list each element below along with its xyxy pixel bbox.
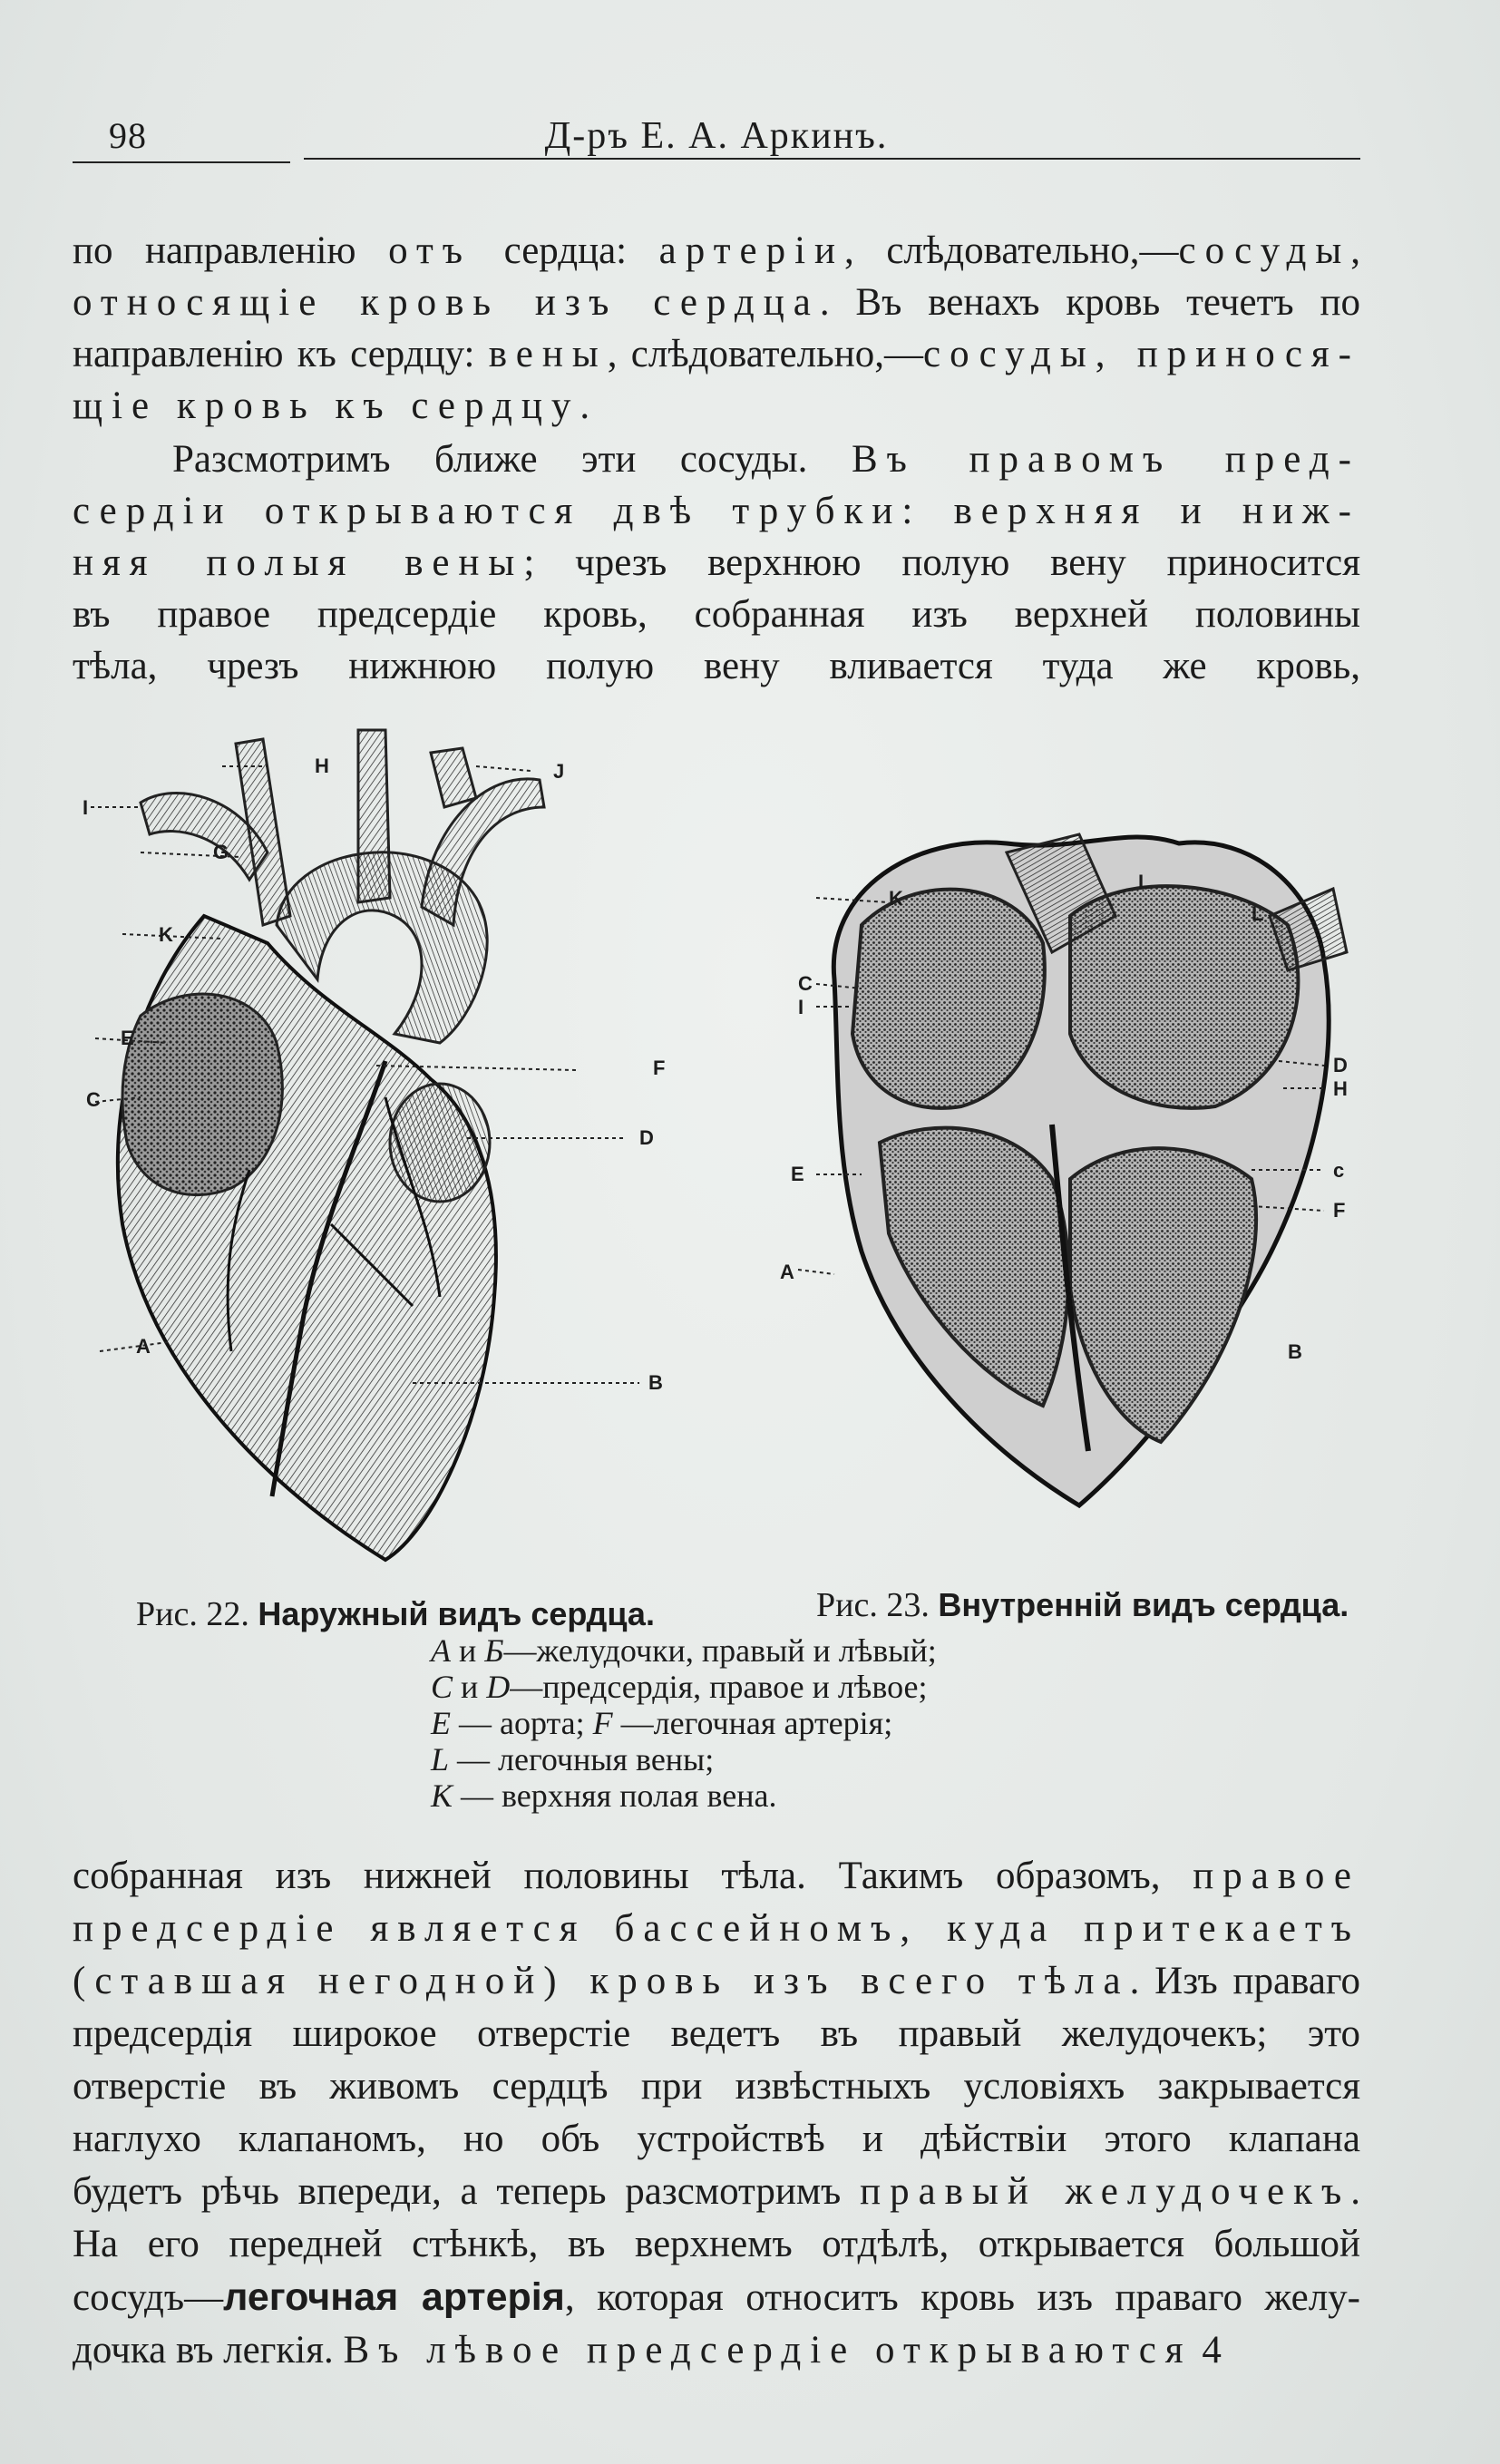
header-rule-right (304, 158, 1360, 160)
label-d: D (639, 1126, 654, 1149)
text-line: по направленію отъ сердца: артеріи, слѣдовательно,—сосуды, (73, 229, 1360, 272)
text-line: будетъ рѣчь впереди, а теперь разсмотримъ правый желудочекъ. (73, 2170, 1360, 2213)
label-b: B (1288, 1340, 1302, 1363)
label-d: D (1333, 1054, 1348, 1076)
label-g: G (213, 841, 229, 863)
running-head-author: Д-ръ Е. А. Аркинъ. (544, 115, 889, 157)
label-a: A (136, 1335, 151, 1358)
text-line: сердіи открываются двѣ трубки: верхняя и ниж- (73, 490, 1360, 532)
label-h: H (1333, 1077, 1348, 1100)
text-line: няя полыя вены; чрезъ верхнюю полую вену приносится (73, 541, 1360, 584)
figure-22-caption: Рис. 22. Наружный видъ сердца. (136, 1595, 655, 1633)
text-line: тѣла, чрезъ нижнюю полую вену вливается туда же кровь, (73, 645, 1360, 687)
text-line: отверстіе въ живомъ сердцѣ при извѣстныхъ условіяхъ закрывается (73, 2065, 1360, 2108)
text-line: предсердіе является бассейномъ, куда притекаетъ (73, 1907, 1360, 1950)
label-j: J (553, 760, 565, 783)
text-line: щіе кровь къ сердцу. (73, 385, 590, 427)
label-f: F (653, 1057, 666, 1079)
paragraph-vena-cava (73, 433, 1360, 692)
label-c-lower: c (1333, 1159, 1345, 1182)
legend-line: K — верхняя полая вена. (431, 1777, 777, 1814)
text-line: относящіе кровь изъ сердца. Въ венахъ кровь течетъ по (73, 281, 1360, 324)
text-line: предсердія широкое отверстіе ведетъ въ правый желудочекъ; это (73, 2012, 1360, 2055)
page-number: 98 (109, 115, 147, 156)
legend-line: E — аорта; F —легочная артерія; (431, 1705, 893, 1741)
label-e: E (791, 1163, 804, 1185)
label-k: K (889, 887, 903, 910)
legend-line: C и D—предсердія, правое и лѣвое; (431, 1669, 928, 1705)
legend-line: L — легочныя вены; (431, 1741, 715, 1777)
text-line: наглухо клапаномъ, но объ устройствѣ и дѣйствіи этого клапана (73, 2118, 1360, 2160)
label-c: C (798, 972, 813, 995)
page-header (73, 107, 1360, 163)
text-line: собранная изъ нижней половины тѣла. Такимъ образомъ, правое (73, 1855, 1360, 1897)
header-rule-left (73, 161, 290, 163)
label-e: E (121, 1027, 134, 1049)
label-b: B (648, 1371, 663, 1394)
label-l: L (1138, 871, 1151, 893)
text-line: въ правое предсердіе кровь, собранная изъ верхней половины (73, 593, 1360, 636)
label-c: C (86, 1088, 101, 1111)
figure-legend (431, 1632, 1066, 1814)
label-i: I (83, 796, 89, 819)
paragraph-right-heart (73, 1850, 1360, 2377)
text-line: (ставшая негодной) кровь изъ всего тѣла. Изъ праваго (73, 1960, 1360, 2002)
label-f: F (1333, 1199, 1346, 1222)
label-i: I (798, 996, 804, 1018)
text-line: дочка въ легкія. Въ лѣвое предсердіе открываются 4 (73, 2329, 1222, 2371)
label-k: K (159, 923, 173, 946)
text-line: сосудъ—легочная артерія, которая относитъ кровь изъ праваго желу- (73, 2275, 1361, 2319)
label-l-2: L (1252, 902, 1264, 925)
text-line: Разсмотримъ ближе эти сосуды. Въ правомъ пред- (172, 438, 1360, 481)
text-line: На его передней стѣнкѣ, въ верхнемъ отдѣлѣ, открывается большой (73, 2223, 1360, 2265)
label-h: H (315, 755, 329, 777)
text-line: направленію къ сердцу: вены, слѣдовательно,—сосуды, принося- (73, 333, 1361, 375)
legend-line: A и Б—желудочки, правый и лѣвый; (431, 1632, 937, 1669)
figure-23-heart-internal (780, 816, 1378, 1524)
label-a: A (780, 1261, 794, 1283)
paragraph-arteries-veins (73, 225, 1360, 432)
figure-23-caption: Рис. 23. Внутренній видъ сердца. (816, 1586, 1349, 1624)
figure-22-heart-external (83, 716, 712, 1596)
